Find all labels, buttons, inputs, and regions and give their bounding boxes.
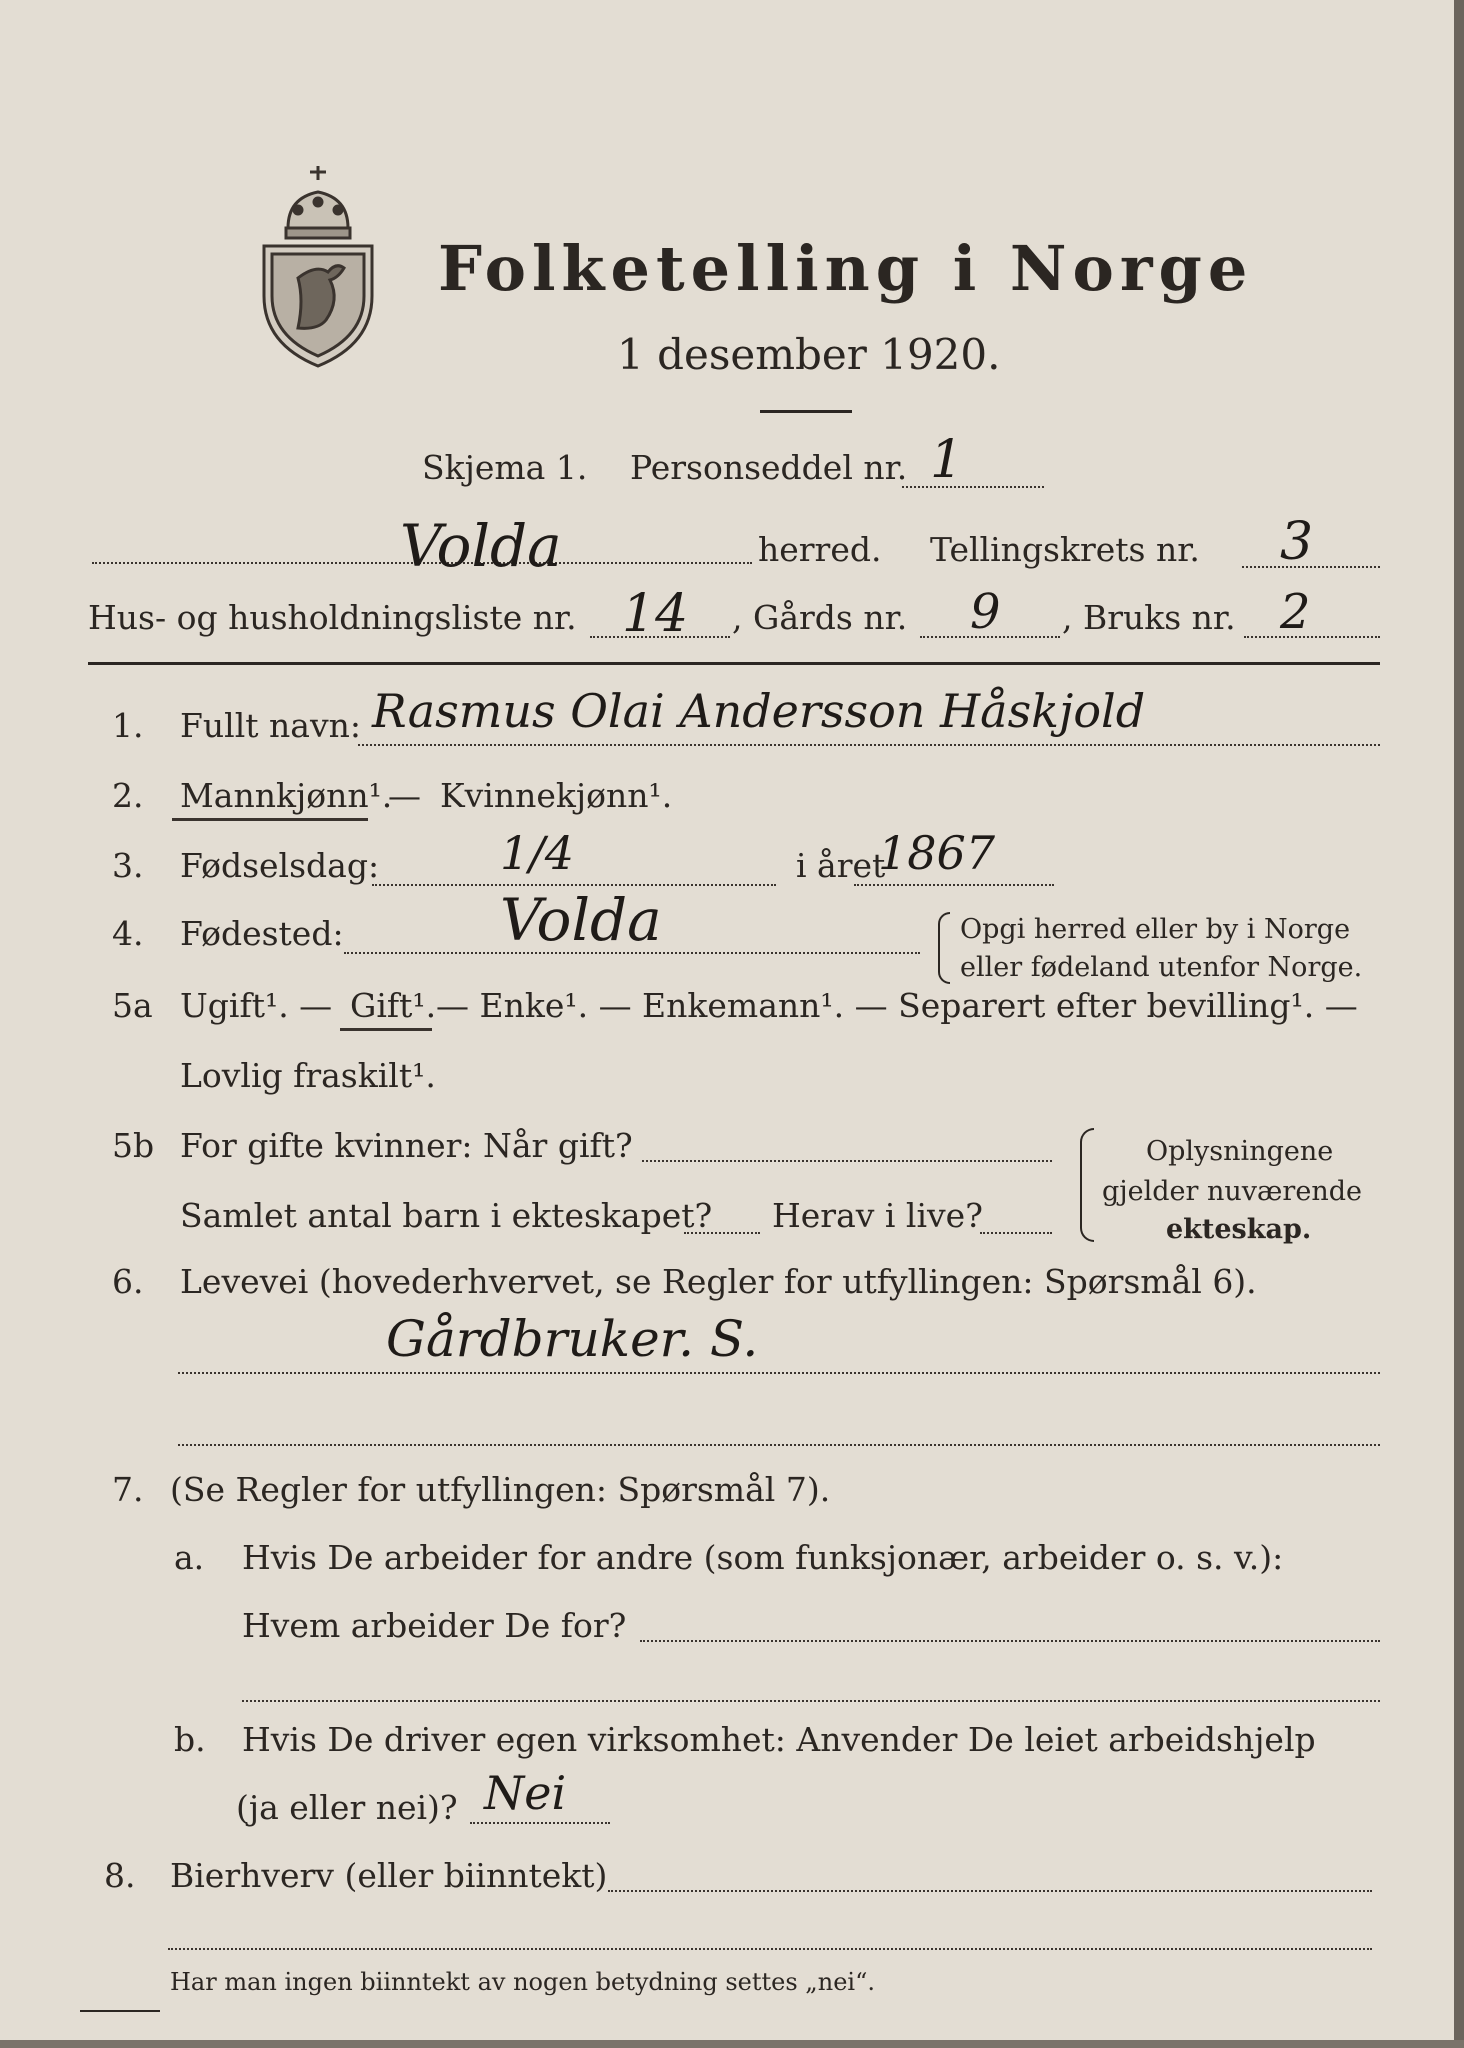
q8-number: 8. — [104, 1856, 136, 1895]
herred-value: Volda — [400, 512, 562, 580]
title-divider — [760, 410, 852, 413]
q5a-fraskilt: Lovlig fraskilt¹. — [180, 1056, 436, 1095]
q4-number: 4. — [112, 914, 144, 953]
tellingskrets-label: Tellingskrets nr. — [930, 530, 1200, 569]
bruks-value: 2 — [1280, 584, 1311, 640]
page-edge-bottom — [0, 2040, 1464, 2048]
q8-label: Bierhverv (eller biinntekt) — [170, 1856, 608, 1895]
q1-label: Fullt navn: — [180, 706, 361, 745]
q7a-number: a. — [174, 1538, 205, 1577]
q3-year-line — [854, 884, 1054, 886]
coat-of-arms-icon — [258, 158, 378, 368]
hus-label: Hus- og husholdningsliste nr. — [88, 598, 577, 637]
footer-note: Har man ingen biinntekt av nogen betydning settes „nei“. — [170, 1968, 875, 1996]
q5b-label-1: For gifte kvinner: Når gift? — [180, 1126, 633, 1165]
personseddel-value: 1 — [930, 430, 964, 490]
q5b-label-3: Herav i live? — [772, 1196, 983, 1235]
herred-label: herred. — [758, 530, 882, 569]
q5b-note-2: gjelder nuværende — [1102, 1176, 1362, 1207]
footer-mark — [80, 2010, 160, 2012]
q7-label: (Se Regler for utfyllingen: Spørsmål 7). — [170, 1470, 831, 1509]
q7a-line-2: Hvem arbeider De for? — [242, 1606, 627, 1645]
q7a-answer-line-2 — [242, 1700, 1380, 1702]
q6-value: Gårdbruker. S. — [386, 1310, 759, 1368]
q7b-value: Nei — [484, 1766, 567, 1820]
form-date: 1 desember 1920. — [617, 330, 1001, 379]
personseddel-line — [902, 486, 1044, 488]
q1-value: Rasmus Olai Andersson Håskjold — [372, 684, 1146, 738]
q5b-note-1: Oplysningene — [1146, 1136, 1334, 1167]
q1-line — [358, 744, 1380, 746]
q3-year-label: i året — [796, 846, 886, 885]
q5a-gift: Gift¹. — [350, 986, 437, 1025]
header-divider — [88, 662, 1380, 665]
q4-note-1: Opgi herred eller by i Norge — [960, 914, 1351, 945]
q5b-number: 5b — [112, 1126, 155, 1165]
bruks-line — [1244, 636, 1380, 638]
q4-value: Volda — [500, 886, 662, 954]
gards-value: 9 — [970, 584, 1001, 640]
q7a-answer-line-1 — [640, 1640, 1380, 1642]
q2-kvinne: Kvinnekjønn¹. — [440, 776, 673, 815]
q5a-underline — [340, 1028, 432, 1031]
q7b-line-2: (ja eller nei)? — [236, 1788, 458, 1827]
q8-line-2 — [168, 1948, 1372, 1950]
skjema-label: Skjema 1. — [422, 448, 588, 487]
q3-value: 1/4 — [500, 826, 575, 880]
q2-mann: Mannkjønn¹. — [180, 776, 393, 815]
q7b-number: b. — [174, 1720, 206, 1759]
q5b-brace — [1080, 1128, 1094, 1242]
page-edge — [1454, 0, 1464, 2048]
q5a-number: 5a — [112, 986, 153, 1025]
q2-sep: — — [388, 776, 421, 815]
q6-label: Levevei (hovederhvervet, se Regler for utfyllingen: Spørsmål 6). — [180, 1262, 1257, 1301]
q7-number: 7. — [112, 1470, 144, 1509]
q5a-ugift: Ugift¹. — — [180, 986, 333, 1025]
q4-brace — [938, 912, 950, 984]
hus-value: 14 — [622, 584, 689, 644]
q7b-answer-line — [470, 1822, 610, 1824]
q5b-label-2: Samlet antal barn i ekteskapet? — [180, 1196, 713, 1235]
tellingskrets-value: 3 — [1280, 512, 1314, 572]
personseddel-label: Personseddel nr. — [630, 448, 908, 487]
q5b-line-1 — [642, 1160, 1052, 1162]
q6-line-1 — [178, 1372, 1380, 1374]
q6-line-2 — [178, 1444, 1380, 1446]
q6-number: 6. — [112, 1262, 144, 1301]
q2-number: 2. — [112, 776, 144, 815]
form-title: Folketelling i Norge — [438, 232, 1254, 305]
q5b-line-3 — [980, 1232, 1052, 1234]
q5a-rest: — Enke¹. — Enkemann¹. — Separert efter bevilling¹. — — [436, 986, 1358, 1025]
gards-label: , Gårds nr. — [732, 598, 908, 637]
q7b-line-1: Hvis De driver egen virksomhet: Anvender De leiet arbeidshjelp — [242, 1720, 1316, 1759]
q8-line-1 — [608, 1890, 1372, 1892]
bruks-label: , Bruks nr. — [1062, 598, 1236, 637]
q5b-line-2b — [684, 1232, 760, 1234]
q5b-note-3: ekteskap. — [1166, 1214, 1312, 1245]
q4-note-2: eller fødeland utenfor Norge. — [960, 952, 1363, 983]
q1-number: 1. — [112, 706, 144, 745]
q3-year-value: 1867 — [878, 826, 996, 880]
q7a-line-1: Hvis De arbeider for andre (som funksjonær, arbeider o. s. v.): — [242, 1538, 1284, 1577]
q4-label: Fødested: — [180, 914, 344, 953]
q2-underline — [172, 818, 368, 821]
q3-label: Fødselsdag: — [180, 846, 380, 885]
q3-number: 3. — [112, 846, 144, 885]
